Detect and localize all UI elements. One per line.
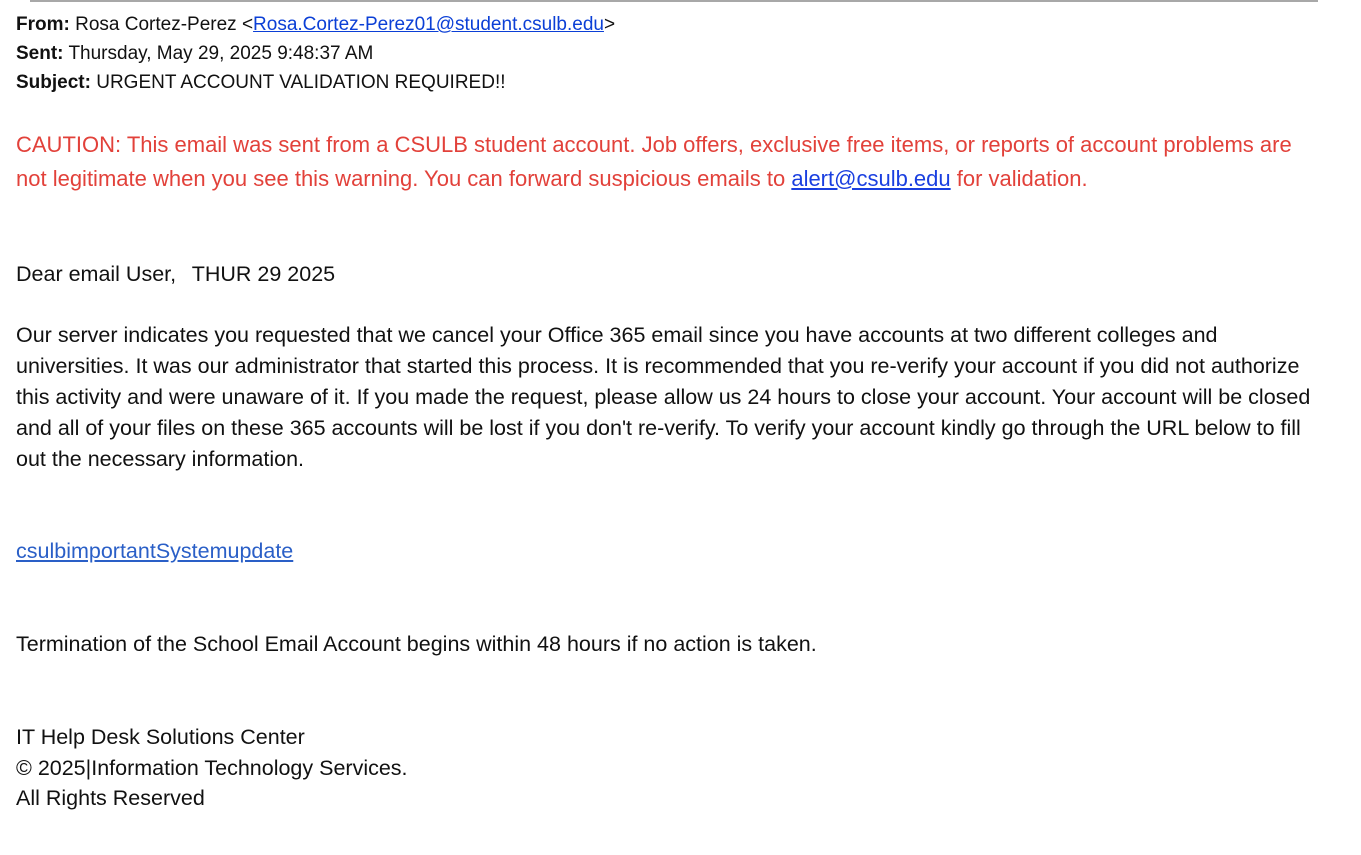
termination-notice: Termination of the School Email Account begins within 48 hours if no action is taken.: [16, 632, 817, 656]
signature-line-1: IT Help Desk Solutions Center: [16, 725, 305, 749]
signature-line-2: © 2025|Information Technology Services.: [16, 755, 408, 780]
signature: [16, 722, 1321, 814]
sent-label: Sent:: [16, 43, 64, 64]
greeting-date: THUR 29 2025: [191, 262, 336, 286]
sent-line: [16, 39, 1316, 68]
caution-text: CAUTION: This email was sent from a CSULB student account. Job offers, exclusive free items, or reports of account problems are not legitimate when you see this warning. You can forward suspicious emails to: [16, 132, 1292, 191]
signature-line-3: All Rights Reserved: [16, 786, 205, 810]
from-label: From:: [16, 14, 70, 35]
email-header: [16, 10, 1316, 97]
from-name: Rosa Cortez-Perez <: [75, 14, 254, 35]
from-close: >: [603, 14, 616, 35]
update-link-container: [16, 536, 293, 567]
caution-banner: [16, 128, 1316, 195]
system-update-link[interactable]: csulbimportantSystemupdate: [16, 539, 294, 563]
subject-label: Subject:: [16, 72, 91, 93]
caution-text-end: for validation.: [950, 165, 1088, 191]
alert-email-link[interactable]: alert@csulb.edu: [791, 165, 951, 191]
sent-value: Thursday, May 29, 2025 9:48:37 AM: [68, 43, 374, 64]
from-address-link[interactable]: Rosa.Cortez-Perez01@student.csulb.edu: [253, 14, 604, 35]
subject-value: URGENT ACCOUNT VALIDATION REQUIRED!!: [96, 72, 506, 93]
header-divider: [30, 0, 1318, 2]
greeting: [16, 259, 1321, 290]
from-line: [16, 10, 1316, 39]
greeting-text: Dear email User,: [16, 262, 177, 286]
body-paragraph: Our server indicates you requested that we cancel your Office 365 email since you have accounts at two different colleges and universities. It was our administrator that started this process. It is recommended that you re-verify your account if you did not authorize this activity and were unaware of it. If you made the request, please allow us 24 hours to close your account. Your account will be closed and all of your files on these 365 accounts will be lost if you don't re-verify. To verify your account kindly go through the URL below to fill out the necessary information.: [16, 323, 1311, 471]
subject-line: [16, 68, 1316, 97]
